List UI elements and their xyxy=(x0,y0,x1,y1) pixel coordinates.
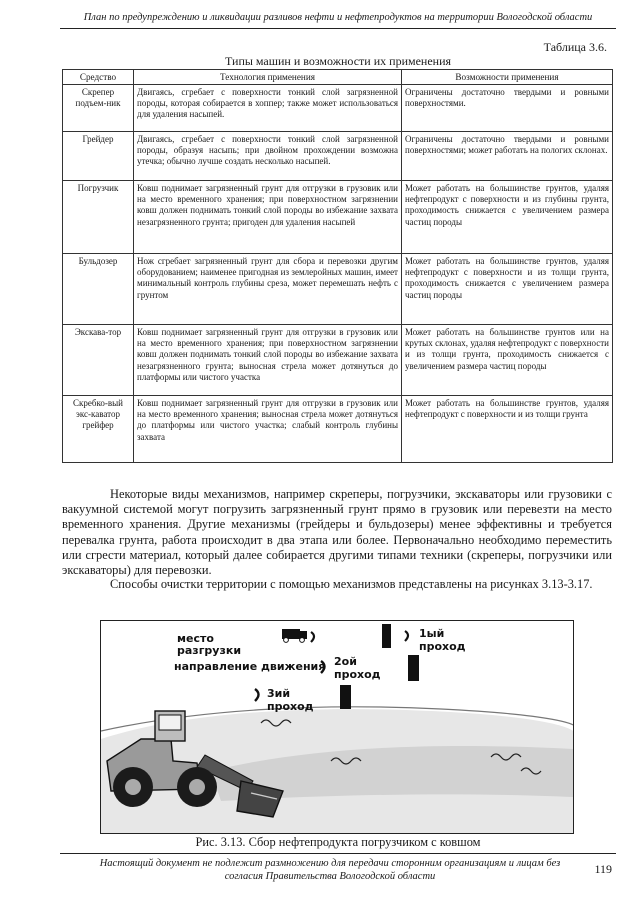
cell-capability: Может работать на большинстве грунтов, удаляя нефтепродукт с поверхности и из глубины грунта, проходимость снижается с увеличением размера частиц породы xyxy=(402,181,613,254)
table-title: Типы машин и возможности их применения xyxy=(224,54,452,68)
arrow-icon xyxy=(311,632,314,642)
pass-marker xyxy=(408,655,419,681)
cell-technology: Нож сгребает загрязненный грунт для сбора и перевозки другим оборудованием; наименее пригодная из землеройных машин, имеет минимальный контроль глубины среза, может перемешать нефть с грунтом xyxy=(134,254,402,325)
arrow-icon xyxy=(405,631,408,641)
arrow-icon xyxy=(255,689,259,701)
label-direction: направление движения xyxy=(174,660,326,673)
cell-tool: Погрузчик xyxy=(63,181,134,254)
cell-tool: Экскава-тор xyxy=(63,325,134,396)
footer-rule xyxy=(60,853,616,854)
table-row xyxy=(63,181,613,254)
cell-tool: Скребко-вый экс-каватор грейфер xyxy=(63,396,134,463)
figure-loader-collection xyxy=(100,620,574,834)
figure-illustration xyxy=(101,621,573,833)
figure-caption: Рис. 3.13. Сбор нефтепродукта погрузчиком с ковшом xyxy=(195,835,481,849)
table-row xyxy=(63,85,613,132)
header-rule xyxy=(60,28,616,29)
table-row xyxy=(63,325,613,396)
label-unload-site: место разгрузки xyxy=(177,632,242,657)
table-row xyxy=(63,396,613,463)
machines-table xyxy=(62,69,613,463)
truck-icon xyxy=(282,629,307,642)
label-pass-2: 2ой проход xyxy=(334,655,381,681)
body-paragraph: Некоторые виды механизмов, например скреперы, погрузчики, экскаваторы или грузовики с вакуумной системой могут погрузить загрязненный грунт прямо в грузовик или перевезти на место временного хранения. Другие механизмы (грейдеры и бульдозеры) менее эффективны и требуется перевалка грунта, работа происходит в два этапа или более. Первоначально необходимо переместить или сгрести материал, который далее собирается другими типами техники (скреперы, погрузчики или экскаваторы) для перевозки. xyxy=(62,487,612,578)
label-pass-1: 1ый проход xyxy=(419,627,466,653)
column-header-capability: Возможности применения xyxy=(402,70,613,85)
cell-capability: Ограничены достаточно твердыми и ровными поверхностями. xyxy=(402,85,613,132)
cell-capability: Ограничены достаточно твердыми и ровными поверхностями; может работать на пологих склонах. xyxy=(402,132,613,181)
running-header: План по предупреждению и ликвидации разливов нефти и нефтепродуктов на территории Вологодской области xyxy=(83,12,593,23)
footer-notice: Настоящий документ не подлежит размножению для передачи сторонним организациям и лицам без согласия Правительства Вологодской области xyxy=(99,858,561,882)
cell-capability: Может работать на большинстве грунтов или на крутых склонах, удаляя нефтепродукт с поверхности и из толщи грунта, проходимость снижается с увеличением размера частиц породы xyxy=(402,325,613,396)
table-row xyxy=(63,254,613,325)
cell-technology: Двигаясь, сгребает с поверхности тонкий слой загрязненной породы, образуя насыпь; при двойном прохождении возможна утечка; обычно лучше создать несколько насыпей. xyxy=(134,132,402,181)
cell-tool: Грейдер xyxy=(63,132,134,181)
cell-technology: Двигаясь, сгребает с поверхности тонкий слой загрязненной породы, которая собирается в хоппер; также может использоваться для удаления насыпей. xyxy=(134,85,402,132)
cell-tool: Бульдозер xyxy=(63,254,134,325)
cell-technology: Ковш поднимает загрязненный грунт для отгрузки в грузовик или на место временного хранения; при поверхностном загрязнении ковш должен поднимать тонкий слой породы во избежание захвата незагрязненного грунта; пригоден для удаления насыпей xyxy=(134,181,402,254)
body-paragraph: Способы очистки территории с помощью механизмов представлены на рисунках 3.13-3.17. xyxy=(110,577,593,591)
table-number: Таблица 3.6. xyxy=(543,40,607,54)
cell-capability: Может работать на большинстве грунтов, удаляя нефтепродукт с поверхности и из толщи грунта, проходимость снижается с увеличением размера частиц породы xyxy=(402,254,613,325)
column-header-tool: Средство xyxy=(63,70,134,85)
cell-technology: Ковш поднимает загрязненный грунт для отгрузки в грузовик или на место временного хранения; при поверхностном загрязнении ковш должен поднимать тонкий слой породы во избежание захвата незагрязненного грунта; выносная стрела может дотянуться до платформы или чистого участка xyxy=(134,325,402,396)
page-number: 119 xyxy=(594,862,612,876)
table-row xyxy=(63,132,613,181)
table-header-row xyxy=(63,70,613,85)
cell-tool: Скрепер подъем-ник xyxy=(63,85,134,132)
pass-marker xyxy=(340,685,351,709)
cell-capability: Может работать на большинстве грунтов, удаляя нефтепродукт с поверхности и из толщи грунта xyxy=(402,396,613,463)
cell-technology: Ковш поднимает загрязненный грунт для отгрузки в грузовик или на место временного хранения; выносная стрела может дотянуться до платформы или чистого участка; слабый контроль глубины захвата xyxy=(134,396,402,463)
pass-marker xyxy=(382,624,391,648)
label-pass-3: 3ий проход xyxy=(267,687,314,713)
column-header-technology: Технология применения xyxy=(134,70,402,85)
